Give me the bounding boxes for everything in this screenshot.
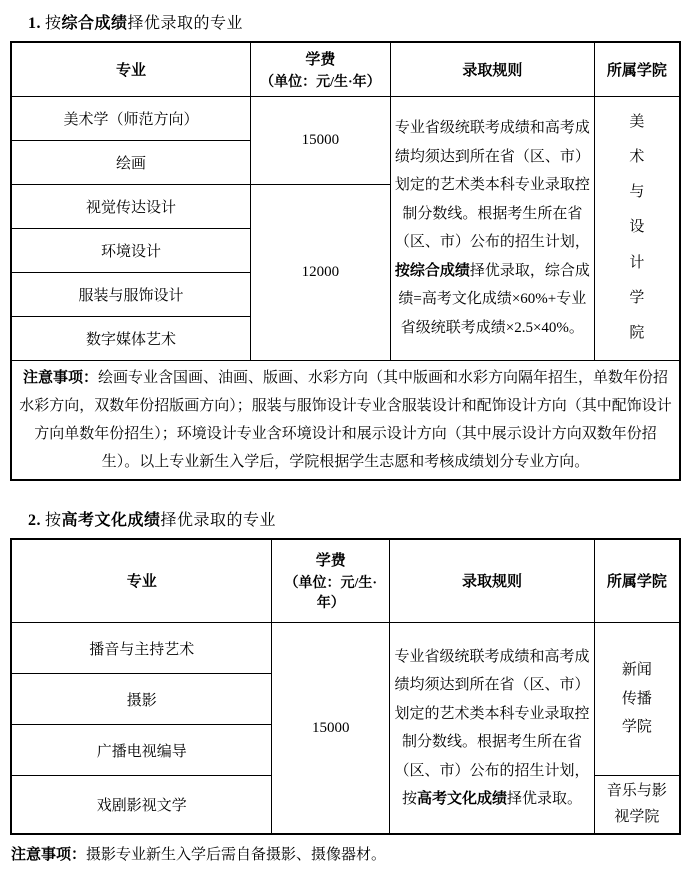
table2-row-broadcasting-hosting [11, 623, 680, 674]
tuition-cell-15000: 15000 [251, 96, 391, 184]
section-1-text-pre: 按 [45, 15, 62, 32]
major-cell-visual-design: 视觉传达设计 [11, 184, 251, 228]
table1-rules-text-2: 择优录取，综合成绩=高考文化成绩×60%+专业省级统联考成绩×2.5×40%。 [398, 262, 590, 336]
major-cell-environment-design: 环境设计 [11, 228, 251, 272]
section-1-text-post: 择优录取的专业 [127, 15, 244, 32]
college-cell-journalism [594, 623, 680, 776]
table1-header-tuition [251, 42, 391, 96]
table2-note-paragraph [11, 844, 681, 867]
table2-header-major: 专业 [11, 539, 272, 623]
college-cell-art-design [594, 96, 680, 360]
table1-header-major: 专业 [11, 42, 251, 96]
table2-note-text: 摄影专业新生入学后需自备摄影、摄像器材。 [86, 847, 387, 863]
major-cell-drama-film-literature: 戏剧影视文学 [11, 776, 272, 835]
table1-rules-bold: 按综合成绩 [394, 262, 470, 279]
table2-header-tuition [272, 539, 390, 623]
major-cell-digital-media: 数字媒体艺术 [11, 316, 251, 360]
table1-row-art-education [11, 96, 680, 140]
section-2-heading [28, 507, 681, 530]
college-cell-music-film [594, 776, 680, 835]
section-1-heading [28, 10, 681, 33]
college-name-art-design: 美术与设计学院 [629, 113, 645, 342]
table1-note-row [11, 360, 680, 480]
table2-rules-bold: 高考文化成绩 [416, 791, 507, 807]
table1-note-label: 注意事项： [22, 369, 98, 386]
major-cell-fashion-design: 服装与服饰设计 [11, 272, 251, 316]
section-1-number: 1. [28, 15, 41, 32]
section-2-number: 2. [28, 511, 41, 529]
college-name-music-film: 音乐与影视学院 [606, 783, 667, 825]
section-2-text-post: 择优录取的专业 [160, 511, 277, 529]
table1-tuition-header-line1: 学费 [305, 51, 336, 68]
table2-rules-text-2: 择优录取。 [507, 791, 583, 807]
major-cell-radio-tv-directing: 广播电视编导 [11, 725, 272, 776]
table2-rules-text-1: 专业省级统联考成绩和高考成绩均须达到所在省（区、市）划定的艺术类本科专业录取控制分数线。根据考生所在省（区、市）公布的招生计划，按 [394, 648, 590, 807]
table1-note-text: 绘画专业含国画、油画、版画、水彩方向（其中版画和水彩方向隔年招生，单数年份招水彩方向，双数年份招版画方向）；服装与服饰设计专业含服装设计和配饰设计方向（其中配饰设计方向单数年份招生）；环境设计专业含环境设计和展示设计方向（其中展示设计方向双数年份招生）。以上专业新生入学后，学院根据学生志愿和考核成绩划分专业方向。 [19, 369, 672, 470]
table2-header-rules: 录取规则 [390, 539, 595, 623]
gaokao-culture-score-table [10, 538, 681, 836]
major-cell-broadcasting-hosting: 播音与主持艺术 [11, 623, 272, 674]
major-cell-photography: 摄影 [11, 674, 272, 725]
table1-note-cell [11, 360, 680, 480]
table1-header-college: 所属学院 [594, 42, 680, 96]
table1-rules-text-1: 专业省级统联考成绩和高考成绩均须达到所在省（区、市）划定的艺术类本科专业录取控制分数线。根据考生所在省（区、市）公布的招生计划， [394, 120, 590, 250]
comprehensive-score-table [10, 41, 681, 481]
table1-header-row [11, 42, 680, 96]
table2-header-college: 所属学院 [594, 539, 680, 623]
section-2-text-bold: 高考文化成绩 [61, 511, 161, 529]
table2-header-row [11, 539, 680, 623]
table2-rules-cell [390, 623, 595, 835]
section-1-text-bold: 综合成绩 [61, 15, 128, 32]
major-cell-painting: 绘画 [11, 140, 251, 184]
college-name-journalism: 新闻传播学院 [621, 662, 652, 736]
table2-tuition-header-line1: 学费 [315, 553, 346, 570]
section-2-text-pre: 按 [45, 511, 62, 529]
table1-tuition-header-line2: （单位：元/生·年） [260, 74, 381, 90]
table1-header-rules: 录取规则 [390, 42, 594, 96]
major-cell-art-education: 美术学（师范方向） [11, 96, 251, 140]
table2-note-label: 注意事项： [11, 847, 87, 863]
table1-rules-cell [390, 96, 594, 360]
tuition-cell-12000: 12000 [251, 184, 391, 360]
table2-tuition-header-line2: （单位：元/生·年） [284, 576, 378, 612]
tuition-cell-t2-15000: 15000 [272, 623, 390, 835]
